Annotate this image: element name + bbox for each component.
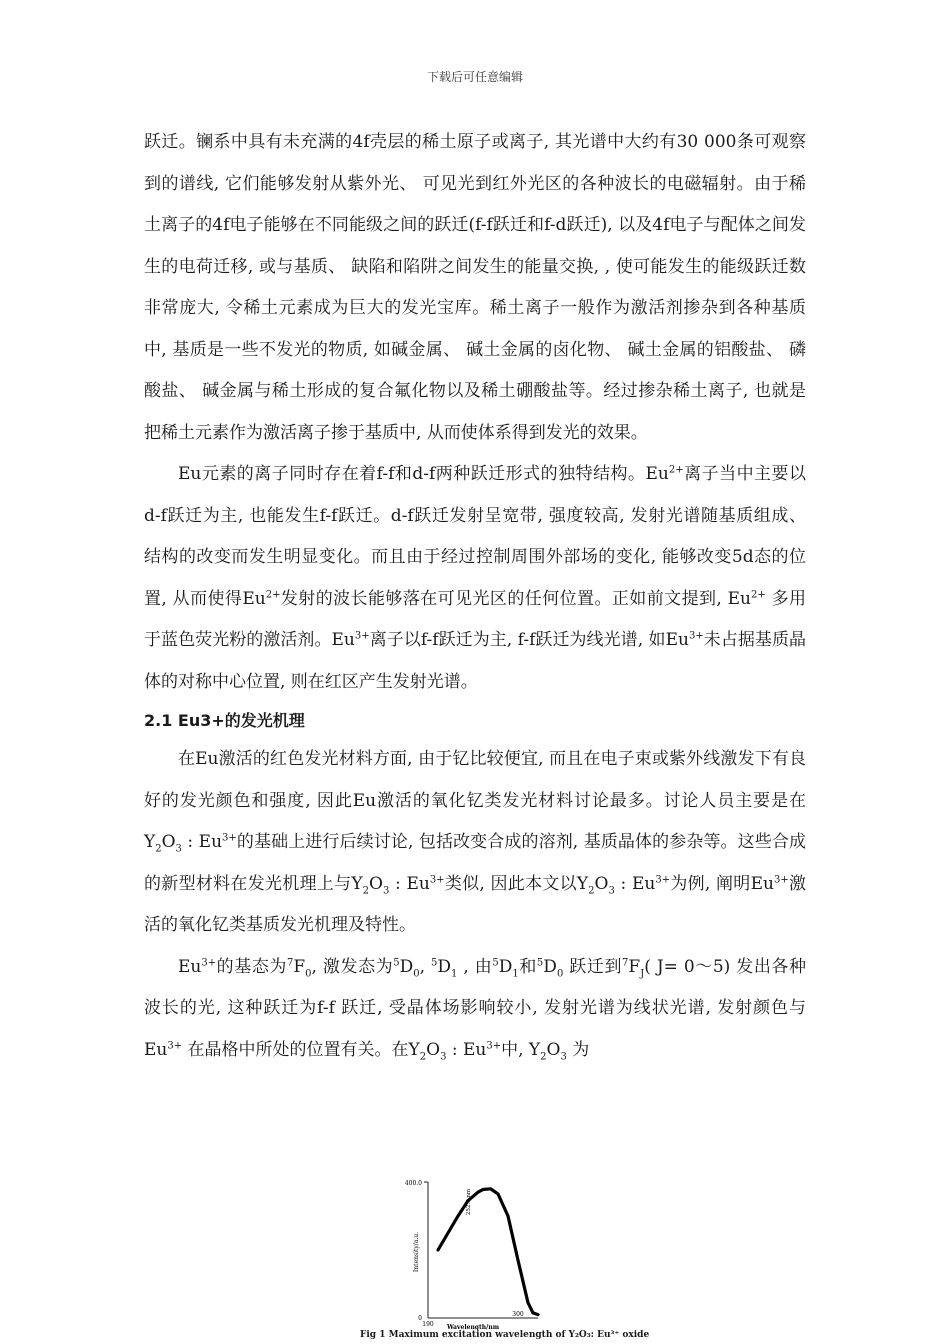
- paragraph-2: Eu元素的离子同时存在着f-f和d-f两种跃迁形式的独特结构。$Eu^{2+}$离子当中主要以d-f跃迁为主, 也能发生f-f跃迁。d-f跃迁发射呈宽带, 强度较高, 发射光谱随基质组成、 结构的改变而发生明显变化。而且由于经过控制周围外部场的变化, 能够改变5d态的位置, 从而使得$Eu^{2+}$发射的波长能够落在可见光区的任何位置。正如前文提到, $Eu^{2+}$ 多用于蓝色荧光粉的激活剂。$Eu^{3+}$离子以f-f跃迁为主, f-f跃迁为线光谱, 如$Eu^{3+}$未占据基质晶体的对称中心位置, 则在红区产生发射光谱。: [144, 464, 807, 692]
- paragraph-3: 在Eu激活的红色发光材料方面, 由于钇比较便宜, 而且在电子束或紫外线激发下有良好的发光颜色和强度, 因此Eu激活的氧化钇类发光材料讨论最多。讨论人员主要是在$Y_2O_3$ : $Eu^{3+}$的基础上进行后续讨论, 包括改变合成的溶剂, 基质晶体的参杂等。这些合成的新型材料在发光机理上与$Y_2O_3$ : $Eu^{3+}$类似, 因此本文以$Y_2O_3$ : $Eu^{3+}$为例, 阐明$Eu^{3+}$激活的氧化钇类基质发光机理及特性。: [144, 749, 807, 935]
- page-header: 下载后可任意编辑: [426, 70, 523, 84]
- x-left-tick-label: 190: [422, 1321, 434, 1328]
- x-axis-label: Wavelength/nm: [446, 1324, 500, 1330]
- peak-label: 252.6 nm: [466, 1188, 472, 1216]
- figure-caption: Fig 1 Maximum excitation wavelength of Y₂O₃: Eu³⁺ oxide: [360, 1330, 650, 1340]
- section-heading: 2.1 Eu3+的发光机理: [144, 711, 305, 730]
- y-bottom-tick-label: 0: [418, 1315, 422, 1322]
- document-body: [144, 122, 806, 1071]
- excitation-curve: [438, 1189, 538, 1315]
- excitation-figure: [360, 1170, 600, 1344]
- paragraph-1: 跃迁。镧系中具有未充满的4f壳层的稀土原子或离子, 其光谱中大约有30 000条可观察到的谱线, 它们能够发射从紫外光、 可见光到红外光区的各种波长的电磁辐射。由于稀土离子的4f电子能够在不同能级之间的跃迁(f-f跃迁和f-d跃迁), 以及4f电子与配体之间发生的电荷迁移, 或与基质、 缺陷和陷阱之间发生的能量交换, , 使可能发生的能级跃迁数非常庞大, 令稀土元素成为巨大的发光宝库。稀土离子一般作为激活剂掺杂到各种基质中, 基质是一些不发光的物质, 如碱金属、 碱土金属的卤化物、 碱土金属的铝酸盐、 磷酸盐、 碱金属与稀土形成的复合氟化物以及稀土硼酸盐等。经过掺杂稀土离子, 也就是把稀土元素作为激活离子掺于基质中, 从而使体系得到发光的效果。: [144, 132, 806, 443]
- x-right-tick-label: 300: [512, 1311, 524, 1318]
- y-top-tick-label: 400.0: [404, 1180, 422, 1187]
- y-axis-label: Intensity/a.u.: [413, 1231, 420, 1273]
- excitation-chart: [360, 1170, 600, 1330]
- paragraph-4: $Eu^{3+}$的基态为$^7F_0$, 激发态为$^5D_0$, $^5D_1$ , 由$^5D_1$和$^5D_0$ 跃迁到$^7F_J$( J= 0～5) 发出各种波长的光, 这种跃迁为f-f 跃迁, 受晶体场影响较小, 发射光谱为线状光谱, 发射颜色与$Eu^{3+}$ 在晶格中所处的位置有关。在$Y_2O_3$ : $Eu^{3+}$中, $Y_2O_3$ 为: [144, 956, 807, 1062]
